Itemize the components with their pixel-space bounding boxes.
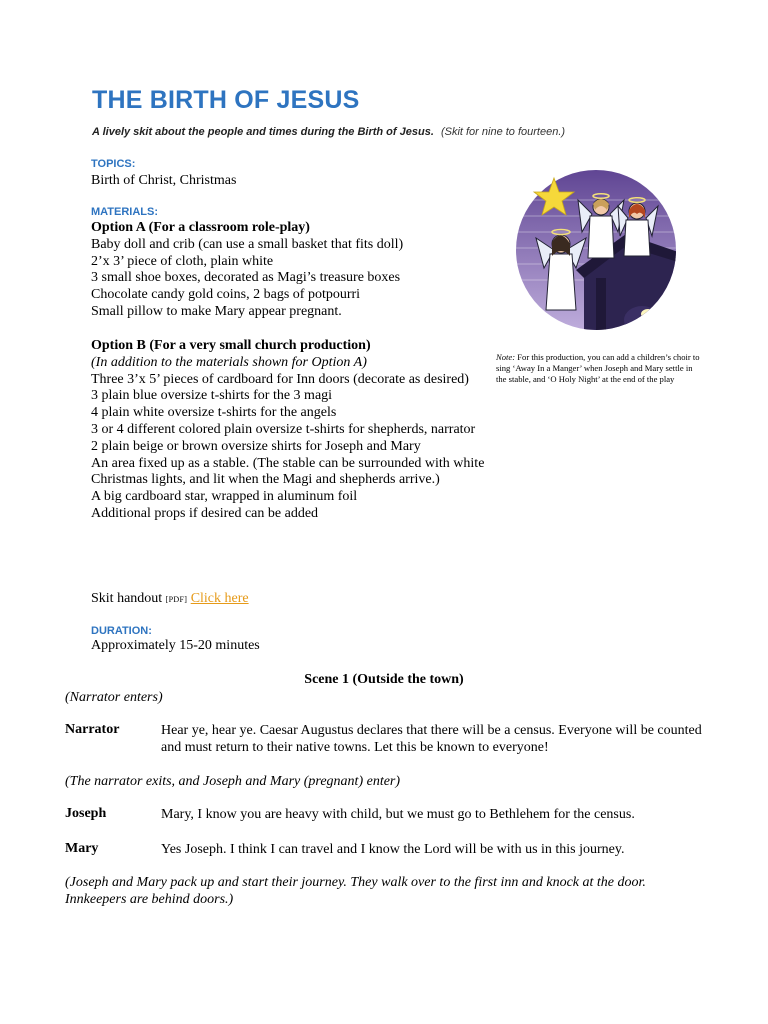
handout-line xyxy=(91,591,491,609)
topics-text: Birth of Christ, Christmas xyxy=(91,173,237,188)
option-a-block xyxy=(91,220,491,321)
speaker-joseph: Joseph xyxy=(65,806,107,821)
list-item: 3 or 4 different colored plain oversize t-shirts for shepherds, narrator xyxy=(91,421,476,437)
handout-text: Skit handout xyxy=(91,591,163,606)
stage-direction: (Joseph and Mary pack up and start their journey. They walk over to the first inn and knock at the door. Innkeepers are behind doors.) xyxy=(65,875,646,907)
subtitle xyxy=(92,126,565,138)
side-note-text: For this production, you can add a children’s choir to sing ‘Away In a Manger’ when Joseph and Mary settle in the stable, and ‘O Holy Night’ at the end of the play xyxy=(496,352,700,384)
side-note-lead: Note: xyxy=(496,352,516,362)
option-b-note: (In addition to the materials shown for Option A) xyxy=(91,354,367,370)
page-title: THE BIRTH OF JESUS xyxy=(92,86,360,114)
duration-text: Approximately 15-20 minutes xyxy=(91,638,260,653)
list-item: Additional props if desired can be added xyxy=(91,505,319,521)
list-item: 4 plain white oversize t-shirts for the angels xyxy=(91,405,337,421)
list-item: Small pillow to make Mary appear pregnant. xyxy=(91,303,342,319)
duration-label: DURATION: xyxy=(91,625,152,637)
list-item: 2’x 3’ piece of cloth, plain white xyxy=(91,253,274,269)
list-item: 2 plain beige or brown oversize shirts for Joseph and Mary xyxy=(91,438,421,454)
list-item: Chocolate candy gold coins, 2 bags of potpourri xyxy=(91,287,361,303)
materials-label: MATERIALS: xyxy=(91,206,159,218)
list-item: 3 small shoe boxes, decorated as Magi’s treasure boxes xyxy=(91,270,401,286)
dialogue-joseph: Mary, I know you are heavy with child, but we must go to Bethlehem for the census. xyxy=(161,807,635,822)
pdf-tag: [PDF] xyxy=(165,595,188,604)
subtitle-lead: A lively skit about the people and times during the Birth of Jesus. xyxy=(92,126,434,138)
nativity-illustration xyxy=(514,160,678,340)
list-item: 3 plain blue oversize t-shirts for the 3 magi xyxy=(91,388,333,404)
option-b-block xyxy=(91,338,491,523)
speaker-narrator: Narrator xyxy=(65,722,120,737)
side-note xyxy=(496,352,700,384)
dialogue-narrator: Hear ye, hear ye. Caesar Augustus declares that there will be a census. Everyone will be counted and must return to their native towns. Let this be known to everyone! xyxy=(161,723,702,755)
list-item: A big cardboard star, wrapped in aluminum foil xyxy=(91,489,358,505)
speaker-mary: Mary xyxy=(65,841,99,856)
subtitle-note: (Skit for nine to fourteen.) xyxy=(440,126,566,138)
stage-direction: (The narrator exits, and Joseph and Mary (pregnant) enter) xyxy=(65,774,401,789)
list-item: Baby doll and crib (can use a small basket that fits doll) xyxy=(91,236,404,252)
topics-label: TOPICS: xyxy=(91,158,136,170)
option-a-heading: Option A (For a classroom role-play) xyxy=(91,220,310,235)
option-b-heading: Option B (For a very small church production) xyxy=(91,338,371,353)
click-here-link[interactable]: Click here xyxy=(190,591,249,606)
stage-direction: (Narrator enters) xyxy=(65,690,163,705)
list-item: Three 3’x 5’ pieces of cardboard for Inn doors (decorate as desired) xyxy=(91,371,469,387)
list-item: An area fixed up as a stable. (The stable can be surrounded with white Christmas lights, and lit when the Magi and shepherds arrive.) xyxy=(91,455,485,488)
dialogue-mary: Yes Joseph. I think I can travel and I know the Lord will be with us in this journey. xyxy=(161,842,625,857)
scene-title: Scene 1 (Outside the town) xyxy=(304,672,464,687)
